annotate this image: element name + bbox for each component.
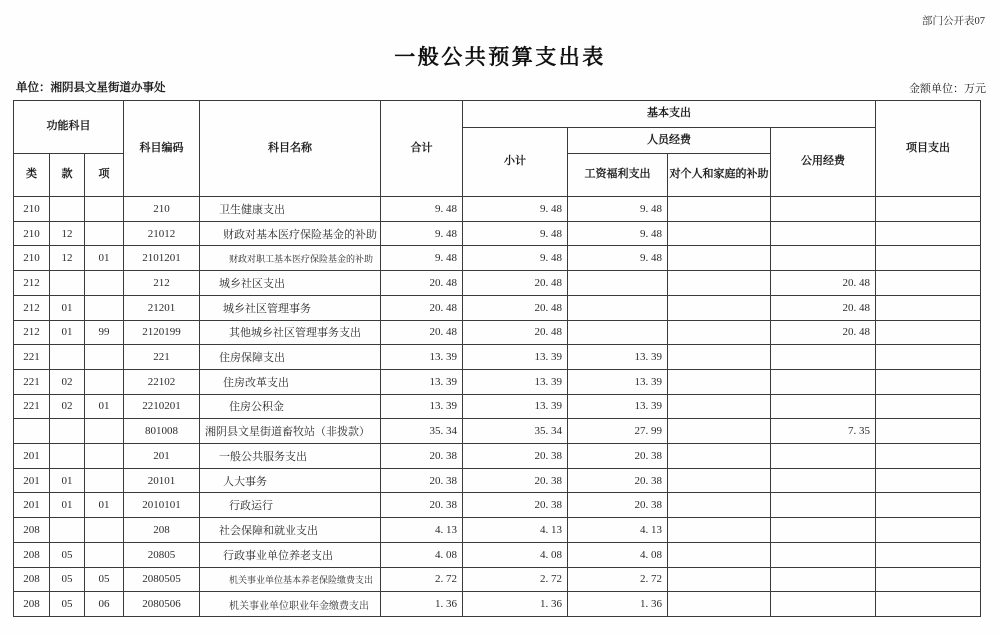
cell-subject-code: 201 <box>124 444 200 469</box>
amount-unit-label: 金额单位：万元 <box>909 83 986 95</box>
cell-public-funds <box>771 493 876 518</box>
cell-section: 01 <box>50 493 85 518</box>
cell-section <box>50 419 85 444</box>
cell-total: 9. 48 <box>381 197 463 222</box>
cell-subject-name: 住房公积金 <box>200 394 381 419</box>
table-row <box>14 444 981 469</box>
cell-subject-code: 2101201 <box>124 246 200 271</box>
cell-subject-code: 801008 <box>124 419 200 444</box>
cell-subject-name: 住房保障支出 <box>200 345 381 370</box>
cell-public-funds <box>771 468 876 493</box>
cell-subject-name: 城乡社区支出 <box>200 271 381 296</box>
header-wage-welfare: 工资福利支出 <box>568 154 668 197</box>
cell-public-funds <box>771 221 876 246</box>
header-functional-subject: 功能科目 <box>14 101 124 154</box>
cell-subject-name: 行政运行 <box>200 493 381 518</box>
cell-project <box>876 320 981 345</box>
cell-class: 208 <box>14 567 50 592</box>
cell-project <box>876 493 981 518</box>
cell-item <box>85 518 124 543</box>
cell-subject-name: 行政事业单位养老支出 <box>200 542 381 567</box>
cell-subtotal: 20. 38 <box>463 468 568 493</box>
cell-item: 01 <box>85 493 124 518</box>
cell-subject-code: 21012 <box>124 221 200 246</box>
cell-subject-name: 城乡社区管理事务 <box>200 295 381 320</box>
cell-subsidy <box>668 246 771 271</box>
cell-subject-code: 212 <box>124 271 200 296</box>
cell-subtotal: 13. 39 <box>463 369 568 394</box>
cell-item: 99 <box>85 320 124 345</box>
cell-subject-code: 2080506 <box>124 592 200 617</box>
cell-wage-welfare: 20. 38 <box>568 468 668 493</box>
cell-subject-name: 社会保障和就业支出 <box>200 518 381 543</box>
cell-subject-name: 其他城乡社区管理事务支出 <box>200 320 381 345</box>
cell-public-funds <box>771 518 876 543</box>
cell-class: 221 <box>14 369 50 394</box>
cell-class: 221 <box>14 394 50 419</box>
cell-section: 01 <box>50 468 85 493</box>
header-project-expenditure: 项目支出 <box>876 101 981 197</box>
table-row <box>14 197 981 222</box>
table-row <box>14 221 981 246</box>
cell-subject-code: 2010101 <box>124 493 200 518</box>
cell-subject-code: 21201 <box>124 295 200 320</box>
table-row <box>14 493 981 518</box>
cell-subsidy <box>668 345 771 370</box>
cell-total: 2. 72 <box>381 567 463 592</box>
cell-subject-name: 机关事业单位职业年金缴费支出 <box>200 592 381 617</box>
cell-public-funds <box>771 197 876 222</box>
cell-section <box>50 518 85 543</box>
header-section: 款 <box>50 154 85 197</box>
cell-public-funds <box>771 567 876 592</box>
cell-item <box>85 419 124 444</box>
cell-subsidy <box>668 271 771 296</box>
cell-wage-welfare: 20. 38 <box>568 444 668 469</box>
cell-subtotal: 9. 48 <box>463 197 568 222</box>
header-item: 项 <box>85 154 124 197</box>
cell-total: 4. 08 <box>381 542 463 567</box>
cell-class: 201 <box>14 468 50 493</box>
header-individual-family-subsidy: 对个人和家庭的补助 <box>668 154 771 197</box>
cell-project <box>876 295 981 320</box>
cell-subsidy <box>668 394 771 419</box>
cell-subsidy <box>668 567 771 592</box>
cell-subject-code: 221 <box>124 345 200 370</box>
cell-project <box>876 592 981 617</box>
table-row <box>14 542 981 567</box>
page-title: 一般公共预算支出表 <box>394 45 606 69</box>
header-class: 类 <box>14 154 50 197</box>
table-row <box>14 345 981 370</box>
cell-section: 05 <box>50 567 85 592</box>
cell-class: 208 <box>14 592 50 617</box>
cell-total: 20. 38 <box>381 468 463 493</box>
cell-project <box>876 394 981 419</box>
cell-section <box>50 271 85 296</box>
table-row <box>14 295 981 320</box>
cell-item <box>85 345 124 370</box>
cell-total: 20. 38 <box>381 493 463 518</box>
table-row <box>14 369 981 394</box>
cell-subsidy <box>668 518 771 543</box>
cell-wage-welfare: 13. 39 <box>568 394 668 419</box>
cell-subsidy <box>668 468 771 493</box>
cell-class: 212 <box>14 271 50 296</box>
table-row <box>14 419 981 444</box>
cell-total: 20. 48 <box>381 271 463 296</box>
cell-wage-welfare <box>568 295 668 320</box>
cell-subtotal: 4. 08 <box>463 542 568 567</box>
cell-wage-welfare: 1. 36 <box>568 592 668 617</box>
cell-public-funds: 20. 48 <box>771 271 876 296</box>
cell-subtotal: 13. 39 <box>463 345 568 370</box>
cell-subject-name: 机关事业单位基本养老保险缴费支出 <box>200 567 381 592</box>
cell-section <box>50 345 85 370</box>
table-header <box>14 101 981 197</box>
header-public-funds: 公用经费 <box>771 128 876 197</box>
cell-subject-code: 2120199 <box>124 320 200 345</box>
cell-total: 1. 36 <box>381 592 463 617</box>
header-subtotal: 小计 <box>463 128 568 197</box>
cell-total: 20. 48 <box>381 320 463 345</box>
cell-wage-welfare: 2. 72 <box>568 567 668 592</box>
cell-total: 20. 48 <box>381 295 463 320</box>
cell-public-funds: 20. 48 <box>771 295 876 320</box>
cell-class: 212 <box>14 295 50 320</box>
cell-class: 210 <box>14 197 50 222</box>
cell-project <box>876 567 981 592</box>
header-subject-name: 科目名称 <box>200 101 381 197</box>
cell-subtotal: 4. 13 <box>463 518 568 543</box>
cell-subject-code: 22102 <box>124 369 200 394</box>
cell-subject-code: 208 <box>124 518 200 543</box>
cell-subtotal: 9. 48 <box>463 221 568 246</box>
cell-subsidy <box>668 320 771 345</box>
cell-section: 02 <box>50 369 85 394</box>
cell-subtotal: 1. 36 <box>463 592 568 617</box>
header-subject-code: 科目编码 <box>124 101 200 197</box>
cell-subtotal: 13. 39 <box>463 394 568 419</box>
cell-subject-name: 财政对职工基本医疗保险基金的补助 <box>200 246 381 271</box>
cell-class: 212 <box>14 320 50 345</box>
cell-subject-code: 20101 <box>124 468 200 493</box>
header-basic-expenditure: 基本支出 <box>463 101 876 128</box>
cell-subtotal: 20. 48 <box>463 320 568 345</box>
cell-item: 06 <box>85 592 124 617</box>
cell-class <box>14 419 50 444</box>
cell-class: 221 <box>14 345 50 370</box>
cell-wage-welfare: 9. 48 <box>568 221 668 246</box>
cell-subsidy <box>668 419 771 444</box>
cell-project <box>876 444 981 469</box>
cell-section: 12 <box>50 221 85 246</box>
cell-wage-welfare <box>568 271 668 296</box>
header-personnel-funds: 人员经费 <box>568 128 771 154</box>
cell-section: 05 <box>50 592 85 617</box>
cell-subtotal: 9. 48 <box>463 246 568 271</box>
cell-public-funds <box>771 592 876 617</box>
cell-subtotal: 20. 38 <box>463 444 568 469</box>
cell-subtotal: 20. 48 <box>463 271 568 296</box>
cell-total: 35. 34 <box>381 419 463 444</box>
cell-item <box>85 271 124 296</box>
cell-project <box>876 419 981 444</box>
cell-project <box>876 197 981 222</box>
cell-subject-code: 2210201 <box>124 394 200 419</box>
cell-project <box>876 271 981 296</box>
cell-item <box>85 197 124 222</box>
cell-subject-name: 湘阴县文星街道畜牧站（非拨款） <box>200 419 381 444</box>
cell-wage-welfare: 9. 48 <box>568 197 668 222</box>
cell-item: 05 <box>85 567 124 592</box>
cell-subsidy <box>668 493 771 518</box>
table-body <box>14 197 981 617</box>
cell-item: 01 <box>85 246 124 271</box>
cell-class: 208 <box>14 518 50 543</box>
table-row <box>14 518 981 543</box>
cell-public-funds <box>771 246 876 271</box>
cell-public-funds <box>771 369 876 394</box>
cell-wage-welfare <box>568 320 668 345</box>
cell-item <box>85 542 124 567</box>
table-row <box>14 468 981 493</box>
cell-section: 12 <box>50 246 85 271</box>
cell-subtotal: 2. 72 <box>463 567 568 592</box>
cell-subsidy <box>668 197 771 222</box>
cell-wage-welfare: 27. 99 <box>568 419 668 444</box>
cell-total: 9. 48 <box>381 221 463 246</box>
cell-public-funds <box>771 345 876 370</box>
cell-subject-name: 财政对基本医疗保险基金的补助 <box>200 221 381 246</box>
cell-total: 20. 38 <box>381 444 463 469</box>
cell-project <box>876 542 981 567</box>
cell-item <box>85 295 124 320</box>
cell-section <box>50 197 85 222</box>
corner-note: 部门公开表07 <box>922 16 985 27</box>
table-row <box>14 592 981 617</box>
cell-wage-welfare: 4. 08 <box>568 542 668 567</box>
cell-subject-name: 一般公共服务支出 <box>200 444 381 469</box>
cell-section: 01 <box>50 295 85 320</box>
cell-section <box>50 444 85 469</box>
table-row <box>14 320 981 345</box>
cell-section: 02 <box>50 394 85 419</box>
cell-item <box>85 468 124 493</box>
cell-project <box>876 518 981 543</box>
cell-subject-code: 20805 <box>124 542 200 567</box>
cell-class: 210 <box>14 246 50 271</box>
cell-wage-welfare: 13. 39 <box>568 345 668 370</box>
cell-project <box>876 369 981 394</box>
table-row <box>14 246 981 271</box>
cell-total: 9. 48 <box>381 246 463 271</box>
cell-subject-name: 卫生健康支出 <box>200 197 381 222</box>
cell-subject-code: 2080505 <box>124 567 200 592</box>
cell-class: 201 <box>14 493 50 518</box>
cell-subsidy <box>668 592 771 617</box>
cell-section: 01 <box>50 320 85 345</box>
cell-class: 201 <box>14 444 50 469</box>
cell-subject-code: 210 <box>124 197 200 222</box>
cell-subsidy <box>668 221 771 246</box>
cell-subject-name: 住房改革支出 <box>200 369 381 394</box>
budget-expenditure-table <box>13 100 981 617</box>
cell-public-funds <box>771 394 876 419</box>
table-row <box>14 271 981 296</box>
cell-section: 05 <box>50 542 85 567</box>
cell-subtotal: 20. 48 <box>463 295 568 320</box>
cell-public-funds: 20. 48 <box>771 320 876 345</box>
cell-class: 210 <box>14 221 50 246</box>
cell-subsidy <box>668 444 771 469</box>
header-total: 合计 <box>381 101 463 197</box>
cell-project <box>876 221 981 246</box>
cell-wage-welfare: 20. 38 <box>568 493 668 518</box>
cell-subtotal: 35. 34 <box>463 419 568 444</box>
cell-total: 13. 39 <box>381 345 463 370</box>
cell-subsidy <box>668 542 771 567</box>
cell-item <box>85 369 124 394</box>
table-row <box>14 567 981 592</box>
cell-project <box>876 345 981 370</box>
cell-subsidy <box>668 369 771 394</box>
cell-wage-welfare: 9. 48 <box>568 246 668 271</box>
cell-public-funds <box>771 444 876 469</box>
cell-total: 4. 13 <box>381 518 463 543</box>
cell-class: 208 <box>14 542 50 567</box>
cell-project <box>876 246 981 271</box>
cell-subject-name: 人大事务 <box>200 468 381 493</box>
cell-subsidy <box>668 295 771 320</box>
cell-subtotal: 20. 38 <box>463 493 568 518</box>
cell-public-funds <box>771 542 876 567</box>
cell-total: 13. 39 <box>381 394 463 419</box>
cell-item <box>85 444 124 469</box>
cell-item <box>85 221 124 246</box>
cell-wage-welfare: 13. 39 <box>568 369 668 394</box>
cell-total: 13. 39 <box>381 369 463 394</box>
cell-project <box>876 468 981 493</box>
unit-label: 单位：湘阴县文星街道办事处 <box>16 82 166 94</box>
table-row <box>14 394 981 419</box>
cell-item: 01 <box>85 394 124 419</box>
cell-public-funds: 7. 35 <box>771 419 876 444</box>
cell-wage-welfare: 4. 13 <box>568 518 668 543</box>
